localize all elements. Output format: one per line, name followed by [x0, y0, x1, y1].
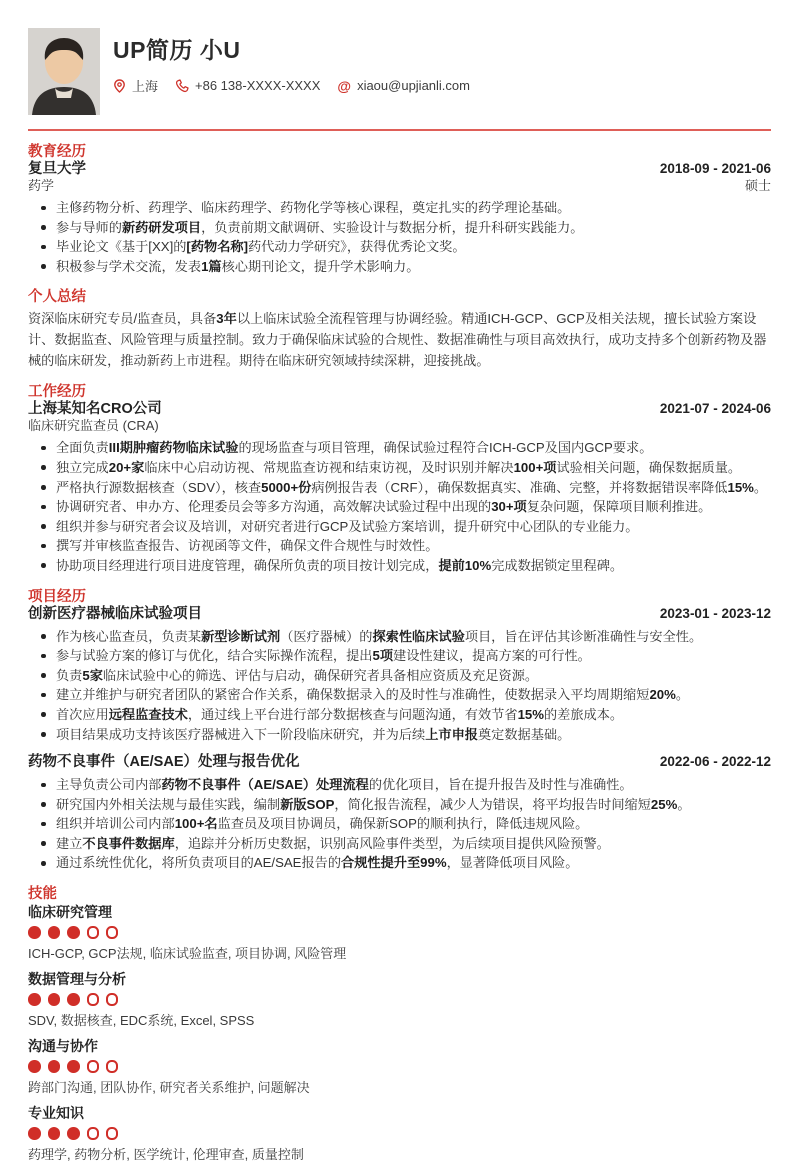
skill-name: 专业知识	[28, 1105, 84, 1122]
skill-dot-filled	[67, 926, 80, 939]
education-entry-header	[28, 161, 771, 177]
bullet-item: 毕业论文《基于[XX]的[药物名称]药代动力学研究》，获得优秀论文奖。	[28, 237, 771, 257]
skill-dot-empty	[87, 993, 99, 1006]
project-date: 2022-06 - 2022-12	[659, 754, 771, 770]
section-title-projects: 项目经历	[28, 588, 86, 605]
section-summary	[28, 290, 771, 371]
section-skills	[28, 887, 771, 1163]
work-date: 2021-07 - 2024-06	[659, 401, 771, 417]
skill-dot-filled	[48, 993, 61, 1006]
work-entry-header	[28, 401, 771, 417]
skill-name: 数据管理与分析	[28, 971, 126, 988]
contact-location-text: 上海	[132, 79, 159, 94]
contact-phone-text: +86 138-XXXX-XXXX	[195, 78, 321, 93]
project-entries	[28, 606, 771, 874]
bullet-item: 首次应用远程监查技术，通过线上平台进行部分数据核查与问题沟通，有效节省15%的差旅成本。	[28, 705, 771, 725]
section-title-work: 工作经历	[28, 384, 86, 401]
skill-dot-empty	[106, 1060, 118, 1073]
summary-paragraph: 资深临床研究专员/监查员，具备3年以上临床试验全流程管理与协调经验。精通ICH-GCP、GCP及相关法规，擅长试验方案设计、数据监查、风险管理与质量控制。致力于确保临床试验的合规性、数据准确性与项目高效执行，成功支持多个创新药物及器械的临床研发，推动新药上市进程。期待在临床研究领域持续深耕，迎接挑战。	[28, 311, 767, 369]
skill-keywords: 药理学, 药物分析, 医学统计, 伦理审查, 质量控制	[28, 1147, 304, 1163]
section-title-education: 教育经历	[28, 144, 86, 160]
skill-dot-filled	[28, 1060, 41, 1073]
skill-keywords: SDV, 数据核查, EDC系统, Excel, SPSS	[28, 1013, 255, 1029]
section-projects	[28, 590, 771, 874]
skill-dot-empty	[106, 926, 118, 939]
skill-entries	[28, 905, 771, 1163]
contact-phone	[175, 78, 320, 93]
project-title: 创新医疗器械临床试验项目	[28, 605, 202, 622]
project-entry	[28, 754, 771, 873]
bullet-item: 积极参与学术交流，发表1篇核心期刊论文，提升学术影响力。	[28, 257, 771, 277]
bullet-item: 全面负责III期肿瘤药物临床试验的现场监查与项目管理，确保试验过程符合ICH-GCP及国内GCP要求。	[28, 438, 771, 458]
resume-header	[28, 28, 771, 115]
skill-entry	[28, 972, 771, 1029]
skill-dot-filled	[67, 1060, 80, 1073]
work-entry-sub	[28, 418, 771, 433]
skill-entry	[28, 1106, 771, 1163]
skill-dot-filled	[48, 1127, 61, 1140]
bullet-item: 组织并培训公司内部100+名监查员及项目协调员，确保新SOP的顺利执行，降低违规风险。	[28, 814, 771, 834]
email-icon: @	[337, 77, 352, 94]
bullet-item: 参与导师的新药研发项目，负责前期文献调研、实验设计与数据分析，提升科研实践能力。	[28, 218, 771, 238]
education-date: 2018-09 - 2021-06	[659, 161, 771, 176]
project-entry-header	[28, 754, 771, 770]
bullet-item: 组织并参与研究者会议及培训，对研究者进行GCP及试验方案培训，提升研究中心团队的专业能力。	[28, 517, 771, 537]
bullet-item: 独立完成20+家临床中心启动访视、常规监查访视和结束访视，及时识别并解决100+项试验相关问题，确保数据质量。	[28, 458, 771, 478]
location-icon	[113, 79, 126, 93]
bullet-item: 撰写并审核监查报告、访视函等文件，确保文件合规性与时效性。	[28, 536, 771, 556]
skill-level-indicator	[28, 993, 771, 1006]
skill-dot-filled	[28, 993, 41, 1006]
contact-email	[337, 78, 470, 93]
major-name: 药学	[28, 178, 55, 193]
project-date: 2023-01 - 2023-12	[659, 605, 771, 621]
bullet-item: 协助项目经理进行项目进度管理，确保所负责的项目按计划完成，提前10%完成数据锁定里程碑。	[28, 556, 771, 576]
candidate-name: UP简历 小U	[113, 37, 241, 63]
bullet-item: 参与试验方案的修订与优化，结合实际操作流程，提出5项建设性建议，提高方案的可行性。	[28, 646, 771, 666]
bullet-item: 项目结果成功支持该医疗器械进入下一阶段临床研究，并为后续上市申报奠定数据基础。	[28, 725, 771, 745]
skill-level-indicator	[28, 1127, 771, 1140]
section-education	[28, 145, 771, 276]
skill-dot-empty	[106, 993, 118, 1006]
skill-dot-filled	[48, 926, 61, 939]
bullet-item: 研究国内外相关法规与最佳实践，编制新版SOP，简化报告流程，减少人为错误，将平均报告时间缩短25%。	[28, 795, 771, 815]
skill-dot-filled	[28, 926, 41, 939]
skill-dot-filled	[48, 1060, 61, 1073]
section-title-skills: 技能	[28, 886, 57, 903]
skill-dot-empty	[87, 1060, 99, 1073]
skill-entry	[28, 1039, 771, 1096]
degree-name: 硕士	[744, 178, 771, 193]
bullet-item: 建立并维护与研究者团队的紧密合作关系，确保数据录入的及时性与准确性，使数据录入平均周期缩短20%。	[28, 685, 771, 705]
skill-keywords: 跨部门沟通, 团队协作, 研究者关系维护, 问题解决	[28, 1080, 310, 1096]
company-name: 上海某知名CRO公司	[28, 401, 162, 418]
contact-location	[113, 76, 158, 95]
bullet-item: 通过系统性优化，将所负责项目的AE/SAE报告的合规性提升至99%，显著降低项目风险。	[28, 853, 771, 873]
bullet-item: 主导负责公司内部药物不良事件（AE/SAE）处理流程的优化项目，旨在提升报告及时性与准确性。	[28, 775, 771, 795]
skill-dot-empty	[87, 926, 99, 939]
skill-name: 沟通与协作	[28, 1038, 98, 1055]
project-bullet-list	[28, 627, 771, 745]
skill-dot-filled	[67, 993, 80, 1006]
project-bullet-list	[28, 775, 771, 873]
contact-email-text: xiaou@upjianli.com	[357, 78, 470, 93]
skill-dot-empty	[87, 1127, 99, 1140]
skill-dot-filled	[67, 1127, 80, 1140]
section-work	[28, 385, 771, 575]
skill-keywords: ICH-GCP, GCP法规, 临床试验监查, 项目协调, 风险管理	[28, 946, 347, 962]
project-title: 药物不良事件（AE/SAE）处理与报告优化	[28, 754, 300, 771]
bullet-item: 负责5家临床试验中心的筛选、评估与启动，确保研究者具备相应资质及充足资源。	[28, 666, 771, 686]
phone-icon	[175, 79, 189, 93]
skill-dot-filled	[28, 1127, 41, 1140]
bullet-item: 主修药物分析、药理学、临床药理学、药物化学等核心课程，奠定扎实的药学理论基础。	[28, 198, 771, 218]
header-info	[113, 28, 470, 95]
skill-name: 临床研究管理	[28, 904, 112, 921]
bullet-item: 严格执行源数据核查（SDV），核查5000+份病例报告表（CRF），确保数据真实、准确、完整，并将数据错误率降低15%。	[28, 478, 771, 498]
skill-dot-empty	[106, 1127, 118, 1140]
bullet-item: 作为核心监查员，负责某新型诊断试剂（医疗器械）的探索性临床试验项目，旨在评估其诊断准确性与安全性。	[28, 627, 771, 647]
school-name: 复旦大学	[28, 161, 86, 177]
skill-entry	[28, 905, 771, 962]
skill-level-indicator	[28, 926, 771, 939]
education-entry-sub	[28, 178, 771, 193]
education-bullet-list	[28, 198, 771, 276]
skill-level-indicator	[28, 1060, 771, 1073]
job-title: 临床研究监查员 (CRA)	[28, 418, 159, 434]
work-bullet-list	[28, 438, 771, 575]
section-title-summary: 个人总结	[28, 289, 86, 306]
bullet-item: 协调研究者、申办方、伦理委员会等多方沟通，高效解决试验过程中出现的30+项复杂问题，保障项目顺利推进。	[28, 497, 771, 517]
project-entry-header	[28, 606, 771, 622]
project-entry	[28, 606, 771, 745]
profile-photo-placeholder	[28, 28, 100, 115]
bullet-item: 建立不良事件数据库，追踪并分析历史数据，识别高风险事件类型，为后续项目提供风险预警。	[28, 834, 771, 854]
header-divider	[28, 129, 771, 131]
profile-photo	[28, 28, 100, 115]
contact-row	[113, 76, 470, 95]
